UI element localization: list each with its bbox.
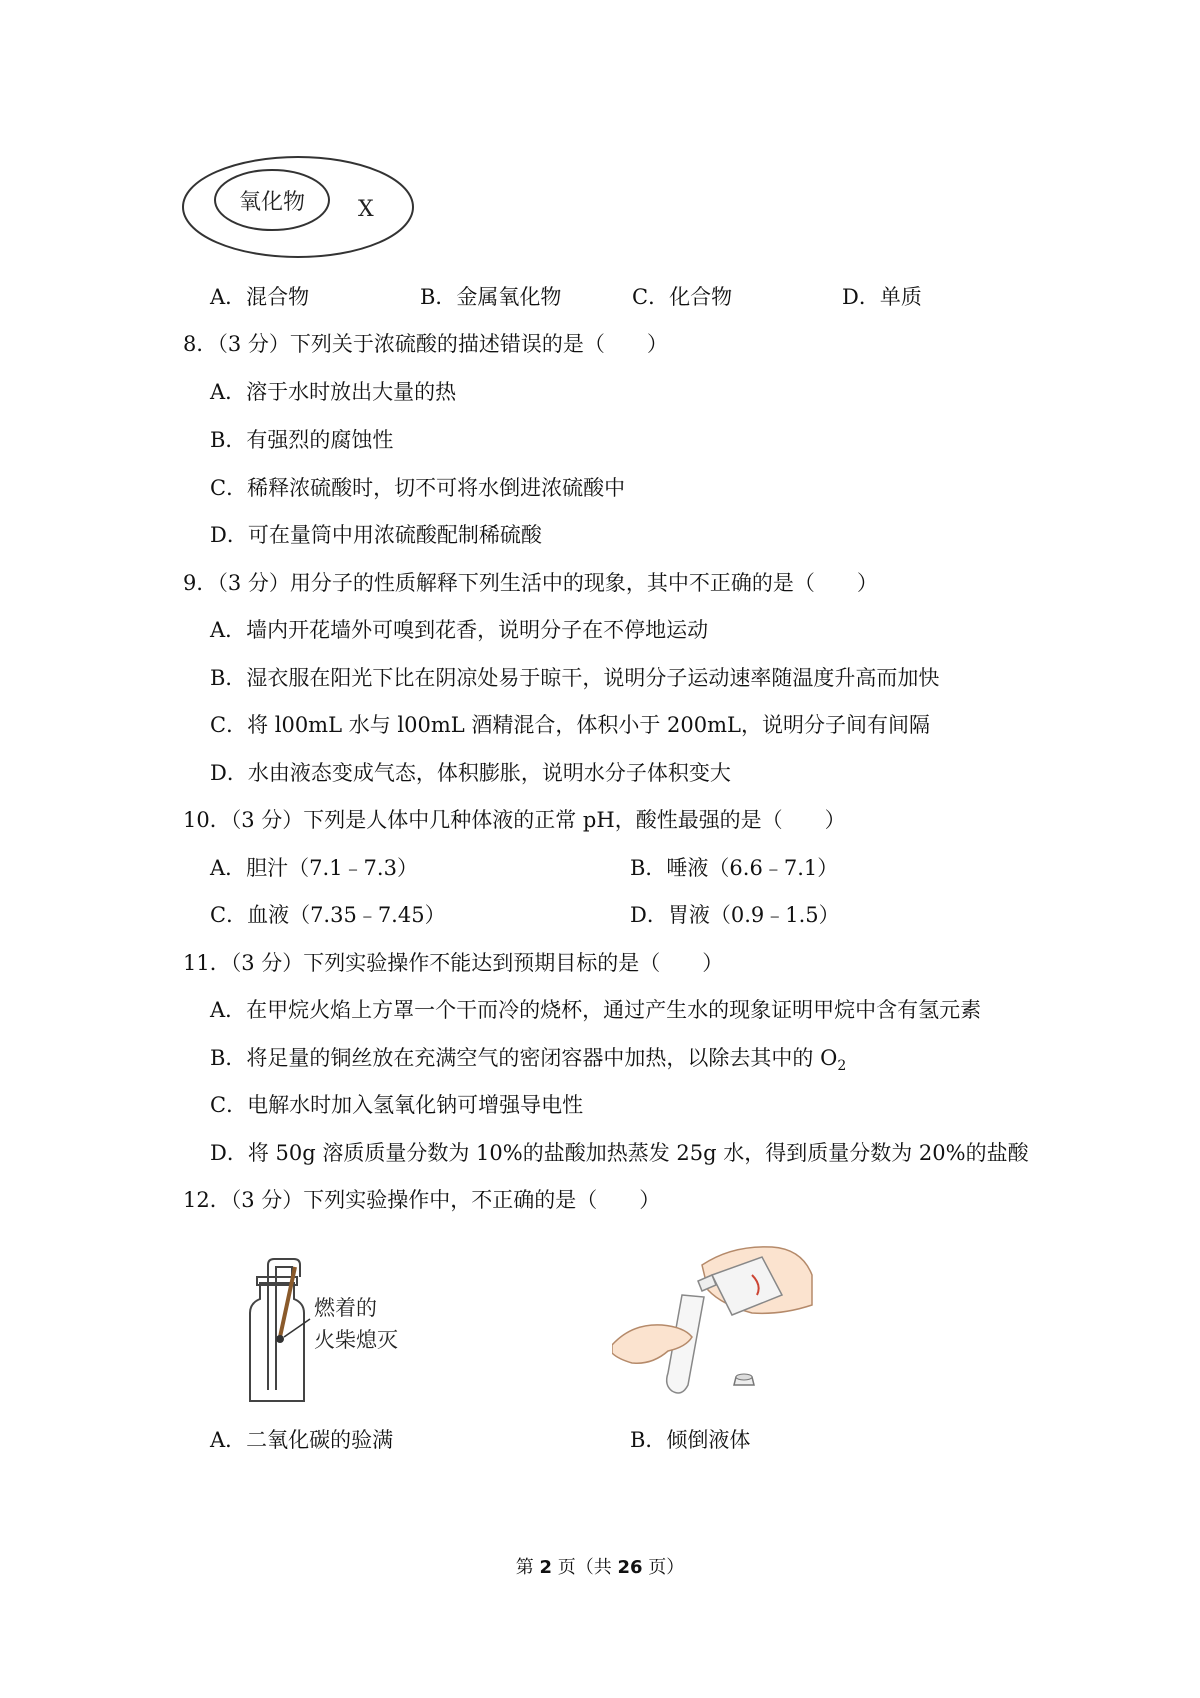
q12-option-b: B．倾倒液体: [630, 1428, 751, 1452]
q11-option-b-text: B．将足量的铜丝放在充满空气的密闭容器中加热，以除去其中的 O: [210, 1046, 838, 1070]
q9-option-d: D．水由液态变成气态，体积膨胀，说明水分子体积变大: [210, 761, 731, 785]
q8-option-b: B．有强烈的腐蚀性: [210, 428, 394, 452]
venn-inner-label: 氧化物: [238, 190, 306, 215]
page-footer: [0, 1553, 1200, 1579]
footer-page-number: 2: [539, 1557, 552, 1578]
venn-diagram: [180, 152, 420, 262]
q10-option-c: C．血液（7.35﹣7.45）: [210, 903, 446, 927]
q11-option-c: C．电解水时加入氢氧化钠可增强导电性: [210, 1093, 584, 1117]
q7-option-a: A．混合物: [210, 285, 310, 309]
figure-a-label-2: 火柴熄灭: [314, 1328, 398, 1352]
figure-a-co2-test: [222, 1255, 432, 1405]
q12-option-a: A．二氧化碳的验满: [210, 1428, 394, 1452]
q8-option-c: C．稀释浓硫酸时，切不可将水倒进浓硫酸中: [210, 476, 626, 500]
figure-a-label-1: 燃着的: [314, 1296, 377, 1320]
footer-prefix: 第: [515, 1557, 540, 1578]
q11-option-a: A．在甲烷火焰上方罩一个干而冷的烧杯，通过产生水的现象证明甲烷中含有氢元素: [210, 998, 982, 1022]
q12-stem: 12．（3 分）下列实验操作中，不正确的是（ ）: [183, 1188, 661, 1212]
q9-stem: 9．（3 分）用分子的性质解释下列生活中的现象，其中不正确的是（ ）: [183, 571, 878, 595]
q11-option-b: [210, 1045, 846, 1079]
q8-stem: 8．（3 分）下列关于浓硫酸的描述错误的是（ ）: [183, 332, 668, 356]
figure-b-pour-liquid: [612, 1235, 822, 1405]
q10-option-d: D．胃液（0.9﹣1.5）: [630, 903, 840, 927]
q8-option-a: A．溶于水时放出大量的热: [210, 380, 457, 404]
venn-outer-label: X: [358, 197, 374, 222]
footer-total-pages: 26: [617, 1557, 643, 1578]
q10-stem: 10．（3 分）下列是人体中几种体液的正常 pH，酸性最强的是（ ）: [183, 808, 846, 832]
q10-option-b: B．唾液（6.6﹣7.1）: [630, 856, 839, 880]
q7-option-b: B．金属氧化物: [420, 285, 562, 309]
q7-option-d: D．单质: [842, 285, 922, 309]
q8-option-d: D．可在量筒中用浓硫酸配制稀硫酸: [210, 523, 542, 547]
q11-stem: 11．（3 分）下列实验操作不能达到预期目标的是（ ）: [183, 951, 724, 975]
q11-option-d: D．将 50g 溶质质量分数为 10%的盐酸加热蒸发 25g 水，得到质量分数为 20%的盐酸: [210, 1141, 1029, 1165]
q9-option-a: A．墙内开花墙外可嗅到花香，说明分子在不停地运动: [210, 618, 709, 642]
footer-middle: 页（共: [552, 1557, 618, 1578]
footer-suffix: 页）: [642, 1557, 685, 1578]
q10-option-a: A．胆汁（7.1﹣7.3）: [210, 856, 418, 880]
q11-option-b-subscript: 2: [837, 1058, 847, 1075]
q9-option-c: C．将 l00mL 水与 l00mL 酒精混合，体积小于 200mL，说明分子间有间隔: [210, 713, 930, 737]
q9-option-b: B．湿衣服在阳光下比在阴凉处易于晾干，说明分子运动速率随温度升高而加快: [210, 666, 940, 690]
q7-option-c: C．化合物: [632, 285, 733, 309]
